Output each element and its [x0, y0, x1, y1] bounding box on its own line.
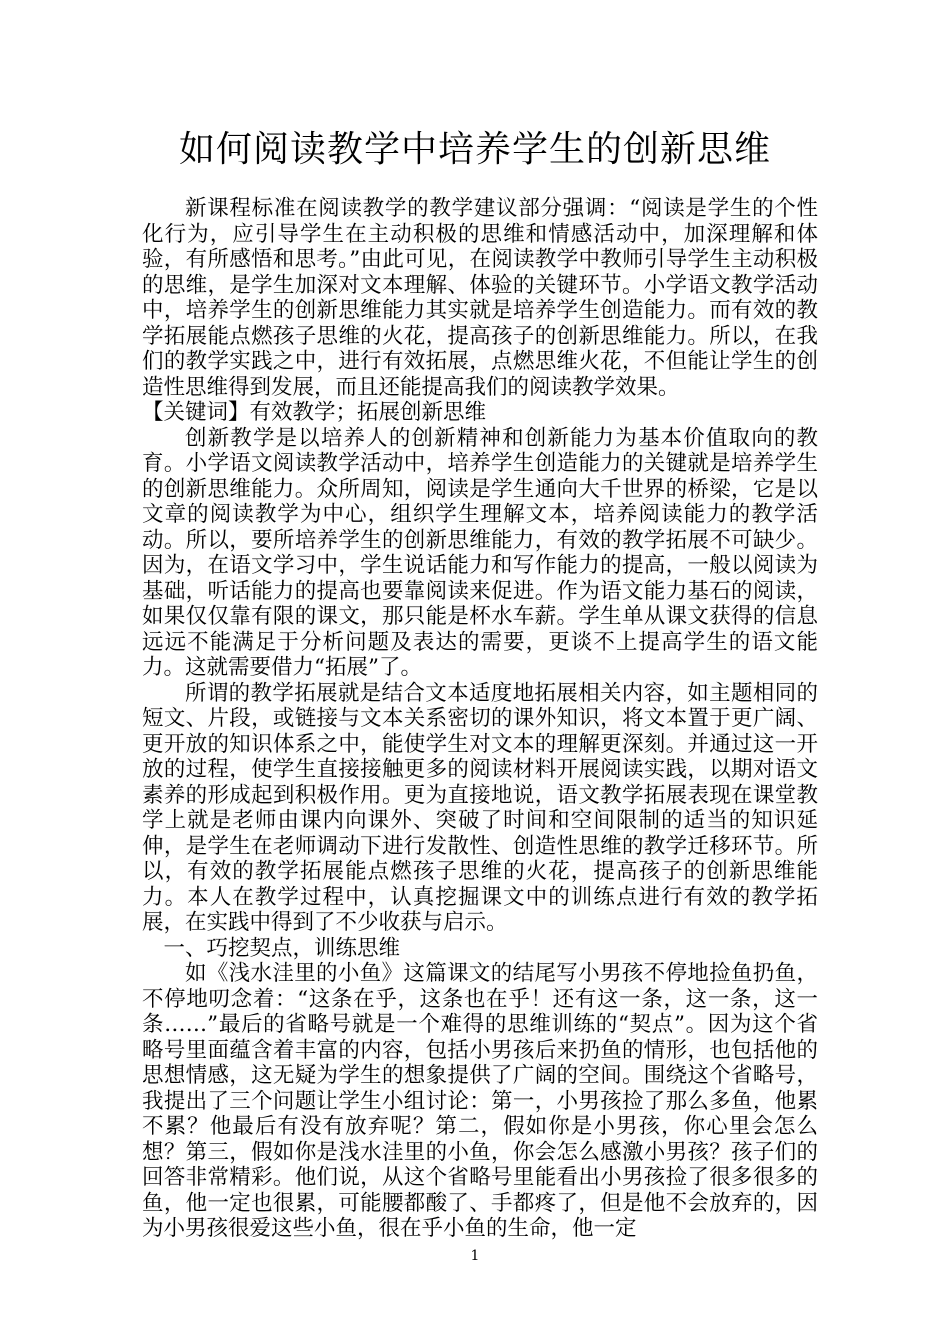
section-heading-1: 一、巧挖契点，训练思维	[163, 935, 401, 961]
paragraph-teaching-extension: 所谓的教学拓展就是结合文本适度地拓展相关内容，如主题相同的短文、片段，或链接与文本关系密切的课外知识，将文本置于更广阔、更开放的知识体系之中，能使学生对文本的理解更深刻。并通过这一开放的过程，使学生直接接触更多的阅读材料开展阅读实践，以期对语文素养的形成起到积极作用。更为直接地说，语文教学拓展表现在课堂教学上就是老师由课内向课外、突破了时间和空间限制的适当的知识延伸，是学生在老师调动下进行发散性、创造性思维的教学迁移环节。所以，有效的教学拓展能点燃孩子思维的火花，提高孩子的创新思维能力。本人在教学过程中，认真挖掘课文中的训练点进行有效的教学拓展，在实践中得到了不少收获与启示。	[142, 680, 818, 935]
paragraph-abstract: 新课程标准在阅读教学的教学建议部分强调：“阅读是学生的个性化行为，应引导学生在主动积极的思维和情感活动中，加深理解和体验，有所感悟和思考。”由此可见，在阅读教学中教师引导学生主动积极的思维，是学生加深对文本理解、体验的关键环节。小学语文教学活动中，培养学生的创新思维能力其实就是培养学生创造能力。而有效的教学拓展能点燃孩子思维的火花，提高孩子的创新思维能力。所以，在我们的教学实践之中，进行有效拓展，点燃思维火花，不但能让学生的创造性思维得到发展，而且还能提高我们的阅读教学效果。	[142, 196, 818, 400]
page-number: 1	[470, 1248, 480, 1264]
paragraph-keywords: 【关键词】有效教学；拓展创新思维	[142, 400, 487, 425]
document-body	[142, 196, 818, 1242]
paragraph-innovation-teaching: 创新教学是以培养人的创新精神和创新能力为基本价值取向的教育。小学语文阅读教学活动中，培养学生创造能力的关键就是培养学生的创新思维能力。众所周知，阅读是学生通向大千世界的桥梁，它是以文章的阅读教学为中心，组织学生理解文本，培养阅读能力的教学活动。所以，要所培养学生的创新思维能力，有效的教学拓展不可缺少。因为，在语文学习中，学生说话能力和写作能力的提高，一般以阅读为基础，听话能力的提高也要靠阅读来促进。作为语文能力基石的阅读，如果仅仅靠有限的课文，那只能是杯水车薪。学生单从课文获得的信息远远不能满足于分析问题及表达的需要，更谈不上提高学生的语文能力。这就需要借力“拓展”了。	[142, 425, 818, 680]
paragraph-little-fish-example: 如《浅水洼里的小鱼》这篇课文的结尾写小男孩不停地捡鱼扔鱼，不停地叨念着：“这条在乎，这条也在乎！还有这一条，这一条，这一条……”最后的省略号就是一个难得的思维训练的“契点”。因为这个省略号里面蕴含着丰富的内容，包括小男孩后来扔鱼的情形，也包括他的思想情感，这无疑为学生的想象提供了广阔的空间。围绕这个省略号，我提出了三个问题让学生小组讨论：第一，小男孩捡了那么多鱼，他累不累？他最后有没有放弃呢？第二，假如你是小男孩，你心里会怎么想？第三，假如你是浅水洼里的小鱼，你会怎么感激小男孩？孩子们的回答非常精彩。他们说，从这个省略号里能看出小男孩捡了很多很多的鱼，他一定也很累，可能腰都酸了、手都疼了，但是他不会放弃的，因为小男孩很爱这些小鱼，很在乎小鱼的生命，他一定	[142, 961, 818, 1241]
document-title: 如何阅读教学中培养学生的创新思维	[178, 129, 771, 170]
